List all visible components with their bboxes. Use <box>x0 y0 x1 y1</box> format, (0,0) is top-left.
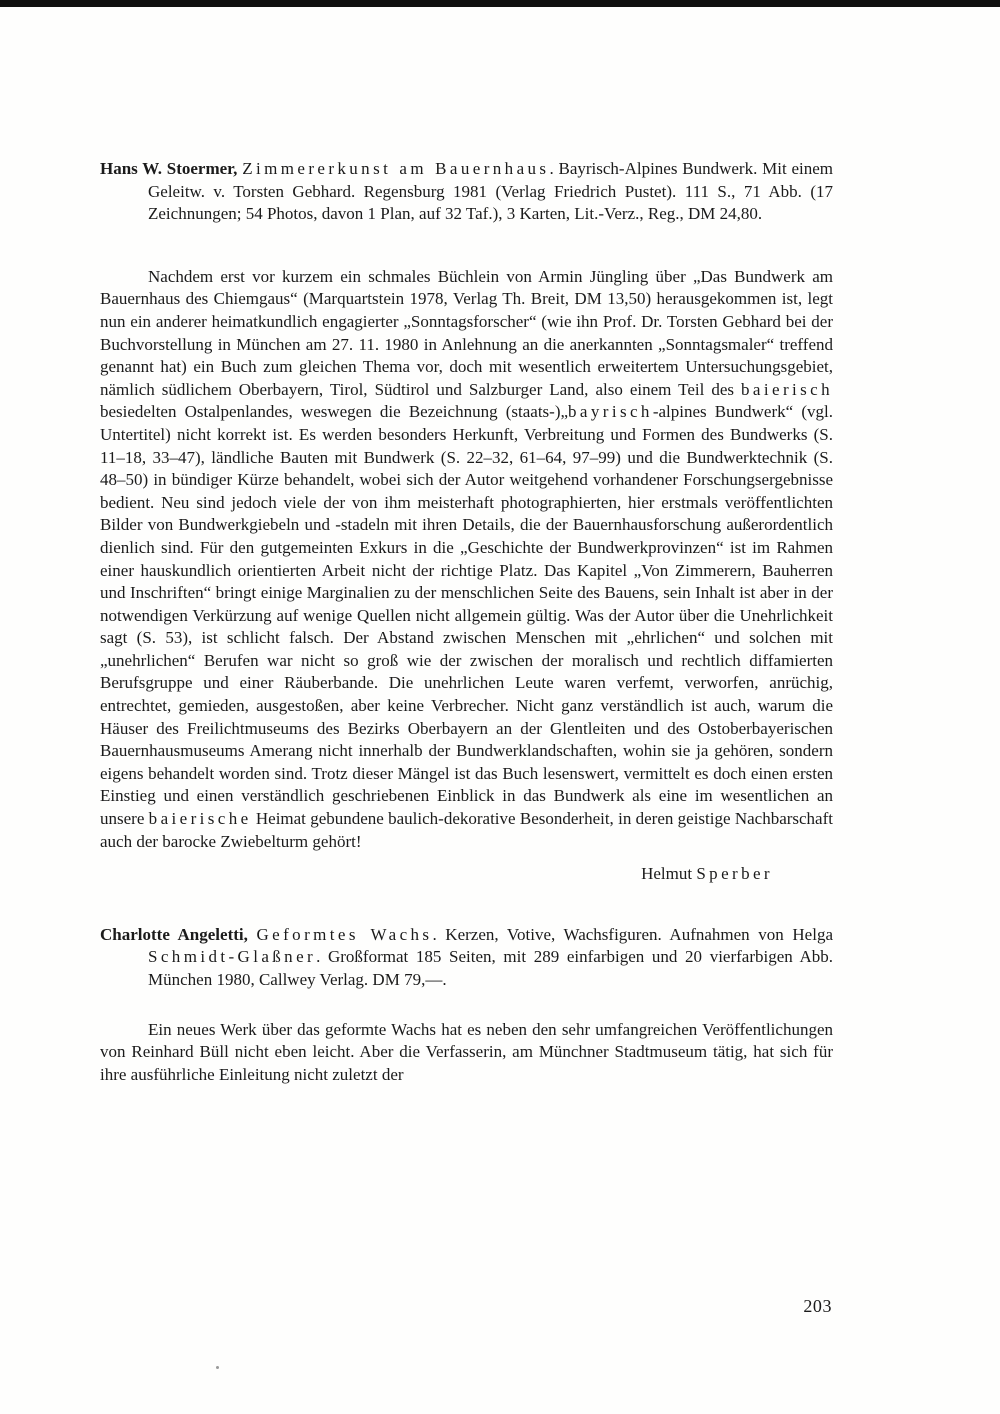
text-segment: Charlotte Angeletti, <box>100 924 248 944</box>
text-segment: -alpines Bundwerk“ (vgl. Untertitel) nicht korrekt ist. Es werden besonders Herkunft, Verbreitung und Formen des Bundwerks (S. 11–18, 33–47), ländliche Bauten mit Bundwerk (S. 22–32, 61–64, 97–99) und die Bundwerktechnik (S. 48–50) in bündiger Kürze behandelt, wobei sich der Autor weitgehend vorhandener Forschungsergebnisse bedient. Neu sind jedoch viele der von ihm meisterhaft photographierten, hier erstmals veröffentlichten Bilder von Bundwerkgiebeln und -stadeln mit ihren Details, die der Bauernhausforschung außerordentlich dienlich sind. Für den gutgemeinten Exkurs in die „Geschichte der Bundwerkprovinzen“ ist im Rahmen einer hauskundlich orientierten Arbeit nicht der richtige Platz. Das Kapitel „Von Zimmerern, Bauherren und Inschriften“ bringt einige Marginalien zu der menschlichen Seite des Bauens, sein Inhalt ist aber in der notwendigen Verkürzung auf wenige Quellen nicht allgemein gültig. Was der Autor über die Unehrlichkeit sagt (S. 53), ist schlicht falsch. Der Abstand zwischen Menschen mit „ehrlichen“ und solchen mit „unehrlichen“ Berufen war nicht so groß wie der zwischen der moralisch und rechtlich diffamierten Berufsgruppe und einer Räuberbande. Die unehrlichen Leute waren verfemt, verworfen, anrüchig, entrechtet, gemieden, ausgestoßen, aber keine Verbrecher. Nicht ganz verständlich ist auch, warum die Häuser des Freilichtmuseums des Bezirks Oberbayern an der Glentleiten und des Ostoberbayerischen Bauernhausmuseums Amerang nicht innerhalb der Bundwerklandschaften, wohin sie ja gehören, sondern eigens behandelt worden sind. Trotz dieser Mängel ist das Buch lesenswert, vermittelt es doch einen ersten Einstieg und einen verständlich geschriebenen Einblick in das Bundwerk als eine im wesentlichen an unsere <box>100 402 833 829</box>
text-segment: baierisch <box>741 379 833 399</box>
text-segment: besiedelten Ostalpenlandes, weswegen die Bezeichnung (staats-)„ <box>100 402 569 422</box>
text-segment: Zimmererkunst am Bauernhaus <box>242 159 550 178</box>
text-segment: Schmidt-Glaßner <box>148 947 317 967</box>
scan-edge-artifact <box>0 0 1000 7</box>
text-segment: . Großformat 185 Seiten, mit 289 einfarbigen und 20 vierfarbigen Abb. München 1980, Callwey Verlag. DM 79,—. <box>148 947 833 989</box>
review-1-reviewer-signature <box>100 863 833 886</box>
text-segment: Heimat gebundene baulich-dekorative Besonderheit, in deren geistige Nachbarschaft auch der barocke Zwiebelturm gehört! <box>100 809 833 851</box>
text-segment: Nachdem erst vor kurzem ein schmales Büchlein von Armin Jüngling über „Das Bundwerk am Bauernhaus des Chiemgaus“ (Marquartstein 1978, Verlag Th. Breit, DM 13,50) herausgekommen ist, legt nun ein anderer heimatkundlich engagierter „Sonntagsforscher“ (wie ihn Prof. Dr. Torsten Gebhard bei der Buchvorstellung in München am 27. 11. 1980 in Anlehnung an die anerkannten „Sonntagsmaler“ treffend genannt hat) ein Buch zum gleichen Thema vor, doch mit wesentlich erweitertem Untersuchungsgebiet, nämlich südlichem Oberbayern, Tirol, Südtirol und Salzburger Land, also einem Teil des <box>100 266 833 399</box>
text-segment: baierische <box>148 809 252 829</box>
text-segment: Geformtes Wachs <box>256 924 433 944</box>
page-number: 203 <box>803 1296 832 1316</box>
text-segment: bayrisch <box>568 402 653 422</box>
review-2-bibliographic-heading <box>100 924 833 992</box>
text-segment: Helmut <box>641 864 697 884</box>
text-segment: . Kerzen, Votive, Wachsfiguren. Aufnahmen von Helga <box>432 924 833 944</box>
text-column <box>100 158 833 1086</box>
review-1-bibliographic-heading <box>100 158 833 226</box>
review-1-body-paragraph <box>100 266 833 853</box>
text-segment: Hans W. Stoermer, <box>100 159 238 178</box>
text-segment: . Bayrisch-Alpines Bundwerk. Mit einem Geleitw. v. Torsten Gebhard. Regensburg 1981 (Verlag Friedrich Pustet). 111 S., 71 Abb. (17 Zeichnungen; 54 Photos, davon 1 Plan, auf 32 Taf.), 3 Karten, Lit.-Verz., Reg., DM 24,80. <box>148 159 834 224</box>
review-2-body-paragraph <box>100 1019 833 1087</box>
text-segment: Sperber <box>696 864 773 884</box>
text-segment: Ein neues Werk über das geformte Wachs hat es neben den sehr umfangreichen Veröffentlichungen von Reinhard Büll nicht eben leicht. Aber die Verfasserin, am Münchner Stadtmuseum tätig, hat sich für ihre ausführliche Einleitung nicht zuletzt der <box>100 1019 833 1084</box>
scan-speck-artifact <box>216 1366 219 1369</box>
